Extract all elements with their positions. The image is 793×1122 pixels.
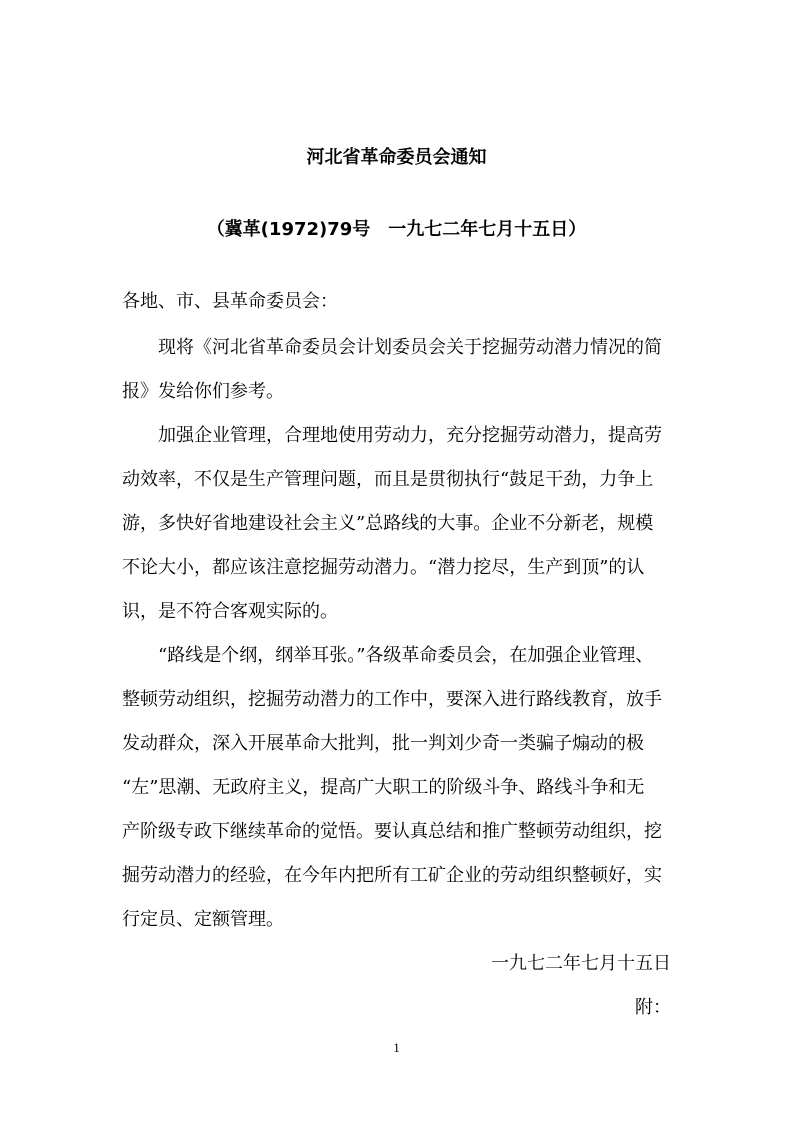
- document-subtitle: （冀革(1972)79号 一九七二年七月十五日）: [206, 219, 587, 240]
- body-line: 现将《河北省革命委员会计划委员会关于挖掘劳动潜力情况的简: [158, 337, 662, 358]
- document-title: 河北省革命委员会通知: [306, 147, 487, 168]
- body-line: 整顿劳动组织，挖掘劳动潜力的工作中，要深入进行路线教育，放手: [122, 689, 662, 710]
- attachment-label: 附：: [635, 997, 671, 1018]
- body-line: “路线是个纲，纲举耳张。”各级革命委员会，在加强企业管理、: [158, 645, 654, 666]
- body-line: “左”思潮、无政府主义，提高广大职工的阶级斗争、路线斗争和无: [122, 777, 645, 798]
- body-line: 报》发给你们参考。: [122, 381, 284, 402]
- body-line: 加强企业管理，合理地使用劳动力，充分挖掘劳动潜力，提高劳: [158, 425, 662, 446]
- body-line: 不论大小，都应该注意挖掘劳动潜力。“潜力挖尽，生产到顶”的认: [122, 557, 645, 578]
- body-line: 行定员、定额管理。: [122, 909, 284, 930]
- signature-date: 一九七二年七月十五日: [491, 953, 671, 974]
- body-line: 掘劳动潜力的经验，在今年内把所有工矿企业的劳动组织整顿好，实: [122, 865, 662, 886]
- body-line: 游，多快好省地建设社会主义”总路线的大事。企业不分新老，规模: [122, 513, 654, 534]
- body-line: 产阶级专政下继续革命的觉悟。要认真总结和推广整顿劳动组织，挖: [122, 821, 662, 842]
- body-line: 发动群众，深入开展革命大批判，批一判刘少奇一类骗子煽动的极: [122, 733, 644, 754]
- body-line: 识，是不符合客观实际的。: [122, 601, 338, 622]
- page-number: 1: [393, 1040, 400, 1055]
- salutation: 各地、市、县革命委员会：: [122, 291, 338, 312]
- body-line: 动效率，不仅是生产管理问题，而且是贯彻执行“鼓足干劲，力争上: [122, 469, 654, 490]
